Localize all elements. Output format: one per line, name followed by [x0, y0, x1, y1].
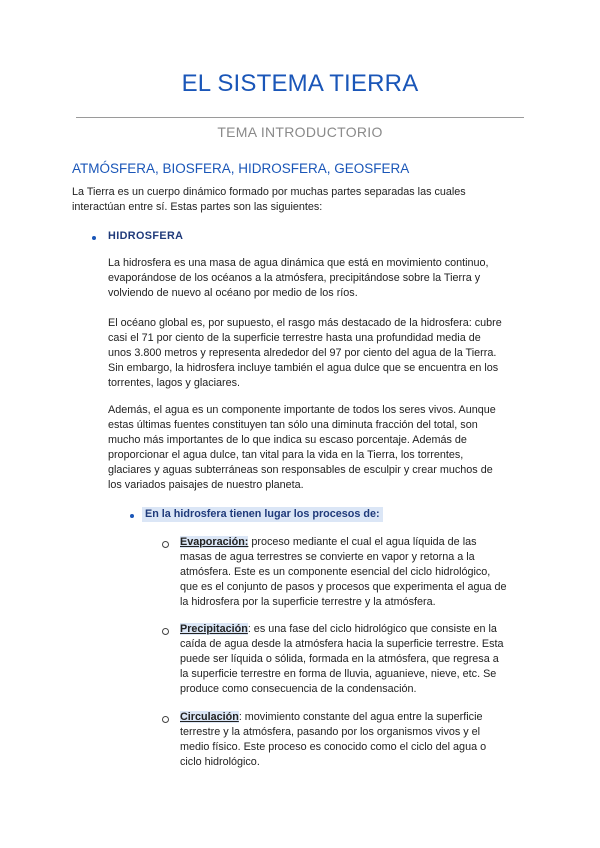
process-term: Precipitación — [180, 623, 248, 635]
paragraph-hidrosfera-3: Además, el agua es un componente importante de todos los seres vivos. Aunque estas últimas fuentes constituyen tan sólo una diminuta fracción del total, son mucho más importantes de lo que indica su escaso porcentaje. Además de proporcionar el agua dulce, tan vital para la vida en la Tierra, los torrentes, glaciares y aguas subterráneas son responsables de esculpir y crear muchos de los variados paisajes de nuestro planeta. — [108, 404, 496, 491]
process-term: Evaporación: — [180, 536, 249, 548]
paragraph-hidrosfera-2: El océano global es, por supuesto, el rasgo más destacado de la hidrosfera: cubre casi el 71 por ciento de la superficie terrestre hasta una profundidad media de unos 3.800 metros y representa alrededor del 97 por ciento del agua de la Tierra. Sin embargo, la hidrosfera incluye también el agua dulce que se encuentra en los torrentes, lagos y glaciares. — [108, 317, 502, 389]
process-term: Circulación — [180, 711, 239, 723]
bullet-dot-icon — [92, 236, 96, 240]
bullet-dot-icon — [130, 514, 134, 518]
section-heading: ATMÓSFERA, BIOSFERA, HIDROSFERA, GEOSFERA — [72, 161, 410, 176]
circle-bullet-icon — [162, 628, 169, 635]
bullet-procesos: En la hidrosfera tienen lugar los procesos de: — [142, 507, 383, 522]
process-description: : es una fase del ciclo hidrológico que consiste en la caída de agua desde la atmósfera hacia la superficie terrestre. Esta puede ser líquida o sólida, formada en la atmósfera, que regresa a la superficie terrestre en forma de lluvia, aguanieve, nieve, etc. Se produce como consecuencia de la condensación. — [180, 623, 504, 695]
page-subtitle: TEMA INTRODUCTORIO — [217, 124, 383, 140]
page-title: EL SISTEMA TIERRA — [181, 70, 419, 97]
title-divider — [76, 117, 524, 118]
bullet-hidrosfera: HIDROSFERA — [108, 230, 184, 242]
paragraph-hidrosfera-1: La hidrosfera es una masa de agua dinámica que está en movimiento continuo, evaporándose de los océanos a la atmósfera, precipitándose sobre la Tierra y volviendo de nuevo al océano por medio de los ríos. — [108, 257, 489, 299]
process-item-precipitacion — [180, 622, 508, 697]
process-description: : movimiento constante del agua entre la superficie terrestre y la atmósfera, pasando por los organismos vivos y el medio físico. Este proceso es conocido como el ciclo del agua o ciclo hidrológico. — [180, 711, 487, 768]
circle-bullet-icon — [162, 716, 169, 723]
process-description: proceso mediante el cual el agua líquida de las masas de agua terrestres se convierte en vapor y retorna a la atmósfera. Este es un componente esencial del ciclo hidrológico, que es el conjunto de pasos y procesos que experimenta el agua de la hidrosfera por la superficie terrestre y la atmósfera. — [180, 536, 507, 608]
process-item-evaporacion — [180, 535, 508, 610]
circle-bullet-icon — [162, 541, 169, 548]
process-item-circulacion — [180, 710, 508, 770]
intro-paragraph: La Tierra es un cuerpo dinámico formado por muchas partes separadas las cuales interactúan entre sí. Estas partes son las siguientes: — [72, 186, 466, 213]
